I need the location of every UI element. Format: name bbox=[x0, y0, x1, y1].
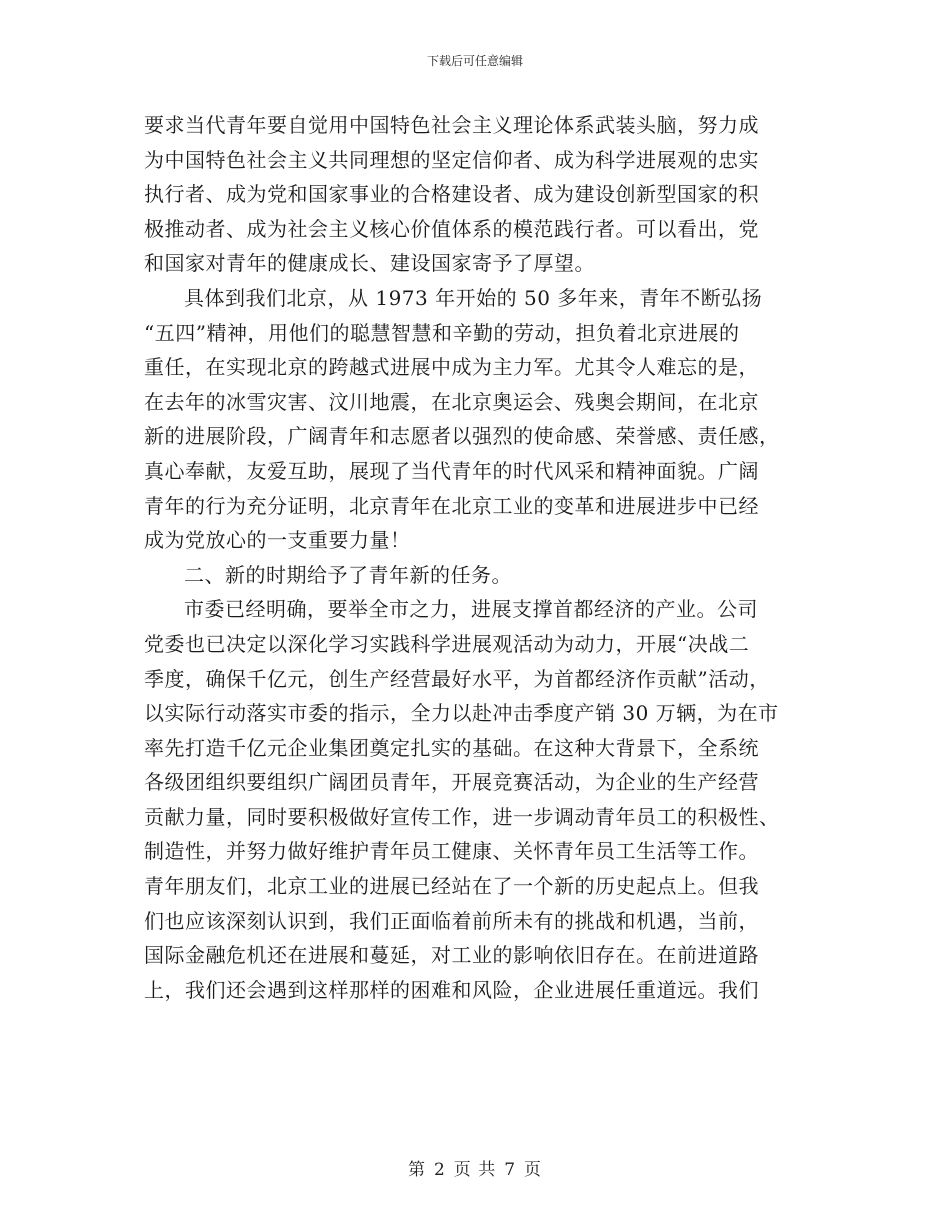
text-line: 贡献力量，同时要积极做好宣传工作，进一步调动青年员工的积极性、 bbox=[144, 804, 780, 829]
document-body bbox=[144, 108, 804, 1007]
text-line: 们也应该深刻认识到，我们正面临着前所未有的挑战和机遇，当前， bbox=[144, 908, 759, 933]
text-line: 为中国特色社会主义共同理想的坚定信仰者、成为科学进展观的忠实 bbox=[144, 147, 759, 172]
text-line: 成为党放心的一支重要力量！ bbox=[144, 528, 411, 553]
text-line: 以实际行动落实市委的指示，全力以赴冲击季度产销 30 万辆，为在市 bbox=[144, 701, 779, 726]
footer-total-pages: 7 bbox=[504, 1160, 517, 1180]
footer-prefix: 第 bbox=[407, 1160, 426, 1180]
text-line: 上，我们还会遇到这样那样的困难和风险，企业进展任重道远。我们 bbox=[144, 977, 759, 1002]
text-line: 二、新的时期给予了青年新的任务。 bbox=[184, 562, 512, 587]
page-footer bbox=[0, 1155, 950, 1180]
footer-current-page: 2 bbox=[433, 1160, 446, 1180]
text-line: 国际金融危机还在进展和蔓延，对工业的影响依旧存在。在前进道路 bbox=[144, 943, 759, 968]
text-line: 新的进展阶段，广阔青年和志愿者以强烈的使命感、荣誉感、责任感， bbox=[144, 424, 780, 449]
page-header-note: 下载后可任意编辑 bbox=[426, 54, 523, 68]
text-line: 青年朋友们，北京工业的进展已经站在了一个新的历史起点上。但我 bbox=[144, 874, 759, 899]
text-line: 执行者、成为党和国家事业的合格建设者、成为建设创新型国家的积 bbox=[144, 182, 759, 207]
text-line: 制造性，并努力做好维护青年员工健康、关怀青年员工生活等工作。 bbox=[144, 839, 759, 864]
text-line: 青年的行为充分证明，北京青年在北京工业的变革和进展进步中已经 bbox=[144, 493, 759, 518]
footer-middle: 页 共 bbox=[453, 1160, 497, 1180]
footer-suffix: 页 bbox=[524, 1160, 543, 1180]
text-line: 极推动者、成为社会主义核心价值体系的模范践行者。可以看出，党 bbox=[144, 216, 759, 241]
text-line: 和国家对青年的健康成长、建设国家寄予了厚望。 bbox=[144, 251, 595, 276]
text-line: “五四”精神，用他们的聪慧智慧和辛勤的劳动，担负着北京进展的 bbox=[144, 320, 740, 345]
text-line: 率先打造千亿元企业集团奠定扎实的基础。在这种大背景下，全系统 bbox=[144, 735, 759, 760]
text-line: 具体到我们北京，从 1973 年开始的 50 多年来，青年不断弘扬 bbox=[184, 285, 763, 310]
text-line: 各级团组织要组织广阔团员青年，开展竞赛活动，为企业的生产经营 bbox=[144, 770, 759, 795]
text-line: 市委已经明确，要举全市之力，进展支撑首都经济的产业。公司 bbox=[184, 597, 758, 622]
text-line: 真心奉献，友爱互助，展现了当代青年的时代风采和精神面貌。广阔 bbox=[144, 458, 759, 483]
text-line: 党委也已决定以深化学习实践科学进展观活动为动力，开展“决战二 bbox=[144, 631, 750, 656]
text-line: 在去年的冰雪灾害、汶川地震，在北京奥运会、残奥会期间，在北京 bbox=[144, 389, 759, 414]
text-line: 重任，在实现北京的跨越式进展中成为主力军。尤其令人难忘的是， bbox=[144, 355, 759, 380]
text-line: 季度，确保千亿元，创生产经营最好水平，为首都经济作贡献”活动， bbox=[144, 666, 770, 691]
text-line: 要求当代青年要自觉用中国特色社会主义理论体系武装头脑，努力成 bbox=[144, 113, 759, 137]
